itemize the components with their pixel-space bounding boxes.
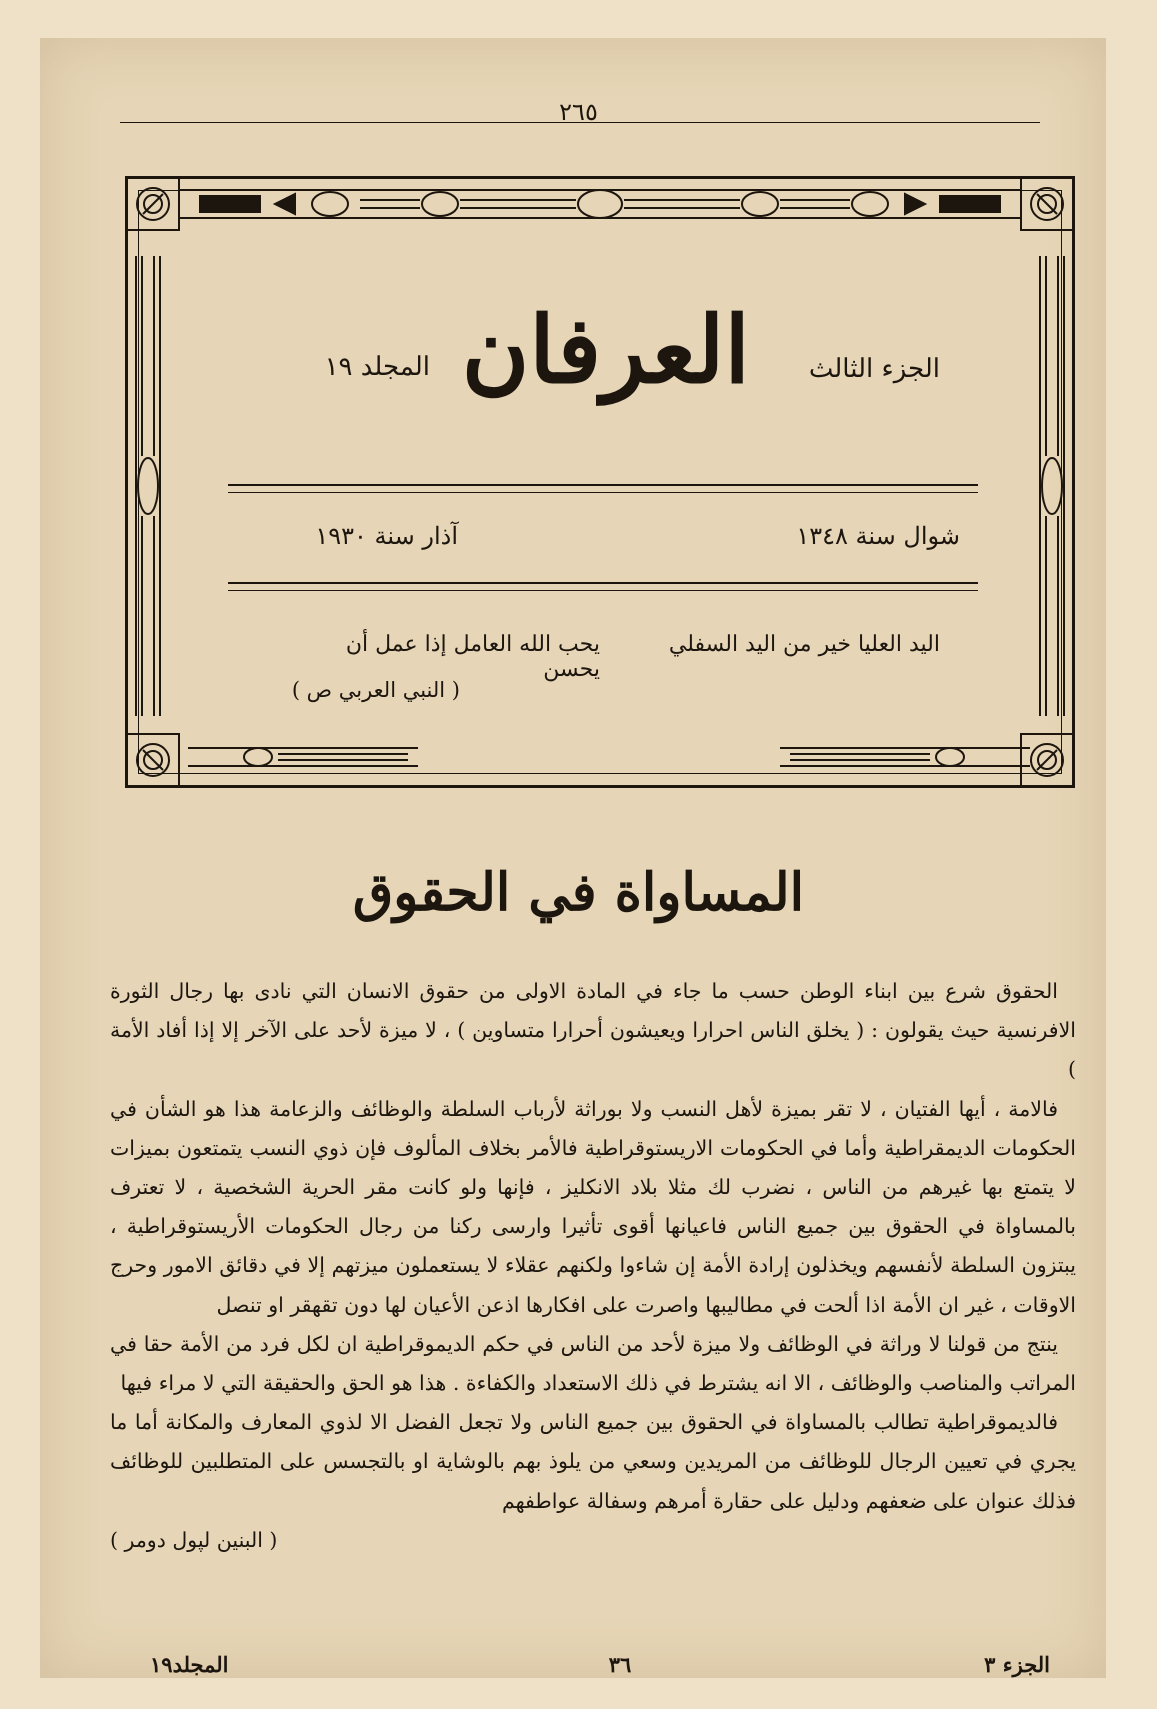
magazine-masthead: العرفان xyxy=(461,296,750,404)
issue-part: الجزء الثالث xyxy=(808,354,940,384)
article-title: المساواة في الحقوق xyxy=(352,862,805,923)
left-ornament-pillar xyxy=(128,256,168,716)
corner-rosette-icon xyxy=(1019,732,1075,788)
date-rule xyxy=(228,590,978,591)
top-ornament-band xyxy=(180,176,1020,232)
masthead-rule xyxy=(228,492,978,493)
hijri-date: شوال سنة ١٣٤٨ xyxy=(796,522,960,550)
article-body xyxy=(110,972,1076,1560)
top-rule xyxy=(120,122,1040,123)
page-number: ٢٦٥ xyxy=(559,98,598,126)
motto-1: اليد العليا خير من اليد السفلي xyxy=(668,632,940,657)
author-line xyxy=(110,1521,1076,1560)
bottom-right-ornament-band xyxy=(780,740,1030,774)
footer-volume: المجلد١٩ xyxy=(150,1652,229,1677)
footer-page-number: ٣٦ xyxy=(608,1652,632,1677)
motto-attribution: ( النبي العربي ص ) xyxy=(291,678,460,702)
footer-part: الجزء ٣ xyxy=(984,1652,1050,1677)
corner-rosette-icon xyxy=(1019,176,1075,232)
gregorian-date: آذار سنة ١٩٣٠ xyxy=(315,522,458,550)
volume-number: المجلد ١٩ xyxy=(324,352,430,382)
article-author: ( البنين لپول دومر ) xyxy=(110,1527,278,1552)
motto-2: يحب الله العامل إذا عمل أن يحسن xyxy=(345,632,600,682)
article-paragraph: الحقوق شرع بين ابناء الوطن حسب ما جاء في المادة الاولى من حقوق الانسان التي نادى بها رجال الثورة الافرنسية حيث يقولون : ( يخلق الناس احرارا ويعيشون أحرارا متساوين ) ، لا ميزة لأحد على الآخر إلا إذا أفاد الأمة ) xyxy=(110,979,1076,1082)
corner-rosette-icon xyxy=(125,176,181,232)
right-ornament-pillar xyxy=(1032,256,1072,716)
article-paragraph: فالامة ، أيها الفتيان ، لا تقر بميزة لأهل النسب ولا بوراثة لأرباب السلطة والوظائف والزعامة هذا هو الشأن في الحكومات الديمقراطية وأما في الحكومات الاريستوقراطية فالأمر بخلاف المألوف فإن ذوي النسب يتمتعون بميزات لا يتمتع بها غيرهم من الناس ، نضرب لك مثلا بلاد الانكليز ، فإنها ولو كانت مقر الحرية الشخصية ، لا تعترف بالمساواة في الحقوق بين جميع الناس فاعيانها أقوى تأثيرا وارسى ركنا من رجال الحكومات الأريستوقراطية ، يبتزون السلطة لأنفسهم ويخذلون إرادة الأمة إن شاءوا ولكنهم عقلاء لا يستعملون ميزتهم إلا في دقائق الامور وحرج الاوقات ، غير ان الأمة اذا ألحت في مطاليبها واصرت على افكارها اذعن الأعيان لها دون تقهقر او تنصل xyxy=(110,1096,1076,1317)
article-paragraph: فالديموقراطية تطالب بالمساواة في الحقوق بين جميع الناس ولا تجعل الفضل الا لذوي المعارف والمكانة أما ما يجري في تعيين الرجال للوظائف من المريدين وسعي من يلوذ بهم بالوشاية او بالتجسس على المتطلبين للوظائف فذلك عنوان على ضعفهم ودليل على حقارة أمرهم وسفالة عواطفهم xyxy=(110,1410,1076,1513)
corner-rosette-icon xyxy=(125,732,181,788)
date-rule xyxy=(228,582,978,584)
masthead-rule xyxy=(228,484,978,486)
bottom-left-ornament-band xyxy=(188,740,418,774)
article-paragraph: ينتج من قولنا لا وراثة في الوظائف ولا ميزة لأحد من الناس في حكم الديموقراطية ان لكل فرد من الأمة حقا في المراتب والمناصب والوظائف ، الا انه يشترط في ذلك الاستعداد والكفاءة . هذا هو الحق والحقيقة التي لا مراء فيها xyxy=(110,1331,1076,1396)
